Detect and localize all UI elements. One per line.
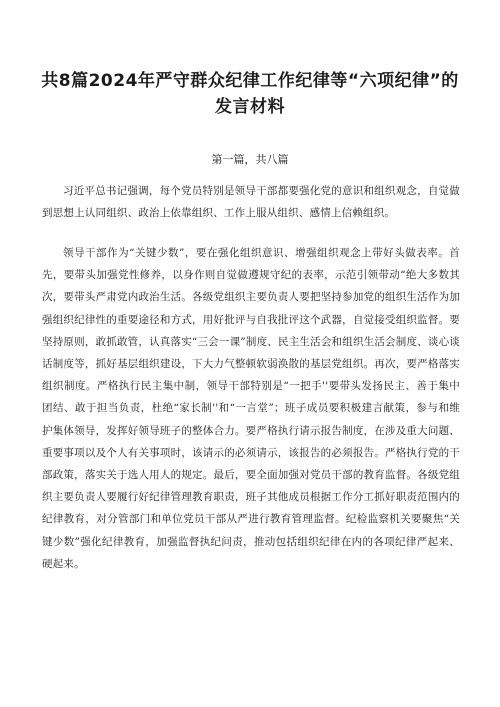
section-heading: 第一篇，共八篇	[211, 153, 289, 166]
document-title: 共8篇2024年严守群众纪律工作纪律等“六项纪律”的发言材料	[41, 71, 459, 117]
paragraph-2: 领导干部作为“关键少数”，要在强化组织意识、增强组织观念上带好头做表率。首先，要带头加强党性修养，以身作则自觉做遵规守纪的表率，示范引领带动“绝大多数其次，要带头严肃党内政治生活。各级党组织主要负责人要把坚持参加党的组织生活作为加强组织纪律性的重要途径和方式，用好批评与自我批评这个武器，自觉接受组织监督。要坚持原则，敢抓敢管，认真落实“三会一课”制度、民主生活会和组织生活会制度、谈心谈话制度等，抓好基层组织建设，下大力气整顿软弱涣散的基层党组织。再次，要严格落实组织制度。严格执行民主集中制，领导干部特别是“一把手''要带头发扬民主、善于集中团结、敢于担当负责，杜绝“家长制''和“一言堂”；班子成员要积极建言献策，参与和维护集体领导，发挥好领导班子的整体合力。要严格执行请示报告制度，在涉及重大问题、重要事项以及个人有关事项时，该请示的必须请示，该报告的必须报告。严格执行党的干部政策，落实关于选人用人的规定。最后，要全面加强对党员干部的教育监督。各级党组织主要负责人要履行好纪律管理教育职责，班子其他成员根据工作分工抓好职责范围内的纪律教育，对分管部门和单位党员干部从严进行教育管理监督。纪检监察机关要聚焦“关键少数”强化纪律教育，加强监督执纪问责，推动包括组织纪律在内的各项纪律严起来、硬起来。	[42, 247, 460, 570]
paragraph-1: 习近平总书记强调，每个党员特别是领导干部都要强化党的意识和组织观念，自觉做到思想上认同组织、政治上依靠组织、工作上服从组织、感情上信赖组织。	[42, 185, 460, 220]
